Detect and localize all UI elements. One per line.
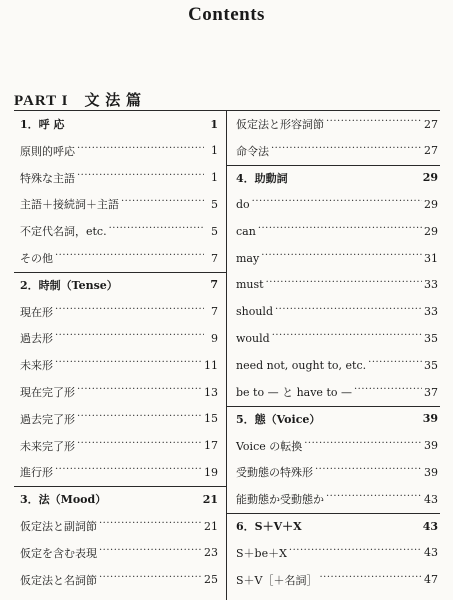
toc-entry[interactable] xyxy=(236,567,438,593)
toc-entry-label: 過去形 xyxy=(20,332,53,346)
dot-leader xyxy=(77,413,202,425)
dot-leader xyxy=(326,118,422,130)
toc-entry-page-number: 15 xyxy=(204,412,218,426)
toc-entry-page-number: 27 xyxy=(424,144,438,158)
toc-entry[interactable] xyxy=(236,218,438,244)
toc-section-entry[interactable] xyxy=(236,406,438,432)
dot-leader xyxy=(120,279,204,291)
toc-entry[interactable] xyxy=(236,459,438,485)
toc-entry-label: S＋V［＋名詞］ xyxy=(236,573,318,587)
toc-entry-label: need not, ought to, etc. xyxy=(236,358,367,372)
toc-entry-label: Voice の転換 xyxy=(236,439,303,453)
toc-entry-label: 特殊な主語 xyxy=(20,171,75,185)
toc-entry-label: 2．時制（Tense） xyxy=(20,278,118,292)
dot-leader xyxy=(272,332,422,344)
dot-leader xyxy=(77,172,204,184)
toc-entry-page-number: 43 xyxy=(422,519,438,533)
toc-entry-page-number: 21 xyxy=(204,519,218,533)
toc-entry-page-number: 39 xyxy=(424,465,438,479)
toc-section-entry[interactable] xyxy=(20,111,218,137)
toc-entry-label: should xyxy=(236,305,273,319)
dot-leader xyxy=(368,359,422,371)
toc-entry-page-number: 29 xyxy=(424,197,438,211)
toc-entry[interactable] xyxy=(236,352,438,378)
toc-entry-page-number: 39 xyxy=(424,439,438,453)
toc-entry-page-number: 33 xyxy=(424,278,438,292)
page-title: Contents xyxy=(188,4,265,25)
toc-entry-label: 1．呼 応 xyxy=(20,118,65,131)
toc-section-entry[interactable] xyxy=(236,165,438,191)
toc-entry-page-number: 37 xyxy=(424,385,438,399)
toc-entry-label: would xyxy=(236,331,270,345)
toc-entry-page-number: 31 xyxy=(424,251,438,265)
toc-entry-label: 6．S＋V＋X xyxy=(236,520,302,533)
dot-leader xyxy=(55,332,204,344)
toc-entry[interactable] xyxy=(236,433,438,459)
dot-leader xyxy=(77,386,202,398)
toc-entry-label: 仮定を含む表現 xyxy=(20,546,97,560)
dot-leader xyxy=(55,306,204,318)
dot-leader xyxy=(99,574,202,586)
dot-leader xyxy=(99,547,202,559)
toc-entry[interactable] xyxy=(20,567,218,593)
toc-entry[interactable] xyxy=(236,111,438,137)
dot-leader xyxy=(99,520,202,532)
toc-entry-page-number: 39 xyxy=(422,412,438,426)
dot-leader xyxy=(354,386,422,398)
toc-entry-label: 現在形 xyxy=(20,305,53,319)
dot-leader xyxy=(271,145,422,157)
dot-leader xyxy=(304,440,422,452)
dot-leader xyxy=(315,466,422,478)
toc-entry-label: 進行形 xyxy=(20,466,53,480)
dot-leader xyxy=(319,574,422,586)
part-heading: PART I 文 法 篇 xyxy=(14,93,143,109)
dot-leader xyxy=(304,520,421,532)
toc-section-entry[interactable] xyxy=(20,272,218,298)
toc-entry-label: 受動態の特殊形 xyxy=(236,466,313,480)
dot-leader xyxy=(77,145,204,157)
dot-leader xyxy=(275,306,422,318)
dot-leader xyxy=(66,118,204,130)
toc-entry-label: S＋be＋X xyxy=(236,546,287,560)
toc-entry-label: 主語＋接続詞＋主語 xyxy=(20,198,119,212)
toc-entry[interactable] xyxy=(20,299,218,325)
toc-section-entry[interactable] xyxy=(236,513,438,539)
toc-entry-page-number: 7 xyxy=(211,251,218,265)
toc-entry-page-number: 23 xyxy=(204,546,218,560)
toc-entry-label: その他 xyxy=(20,252,53,265)
toc-entry[interactable] xyxy=(20,191,218,217)
toc-entry-page-number: 1 xyxy=(211,144,218,158)
toc-entry-page-number: 33 xyxy=(424,305,438,319)
toc-entry-label: 未来形 xyxy=(20,359,53,373)
toc-entry[interactable] xyxy=(20,218,218,244)
toc-entry-page-number: 7 xyxy=(210,278,218,292)
toc-entry-label: must xyxy=(236,278,264,292)
toc-entry[interactable] xyxy=(20,245,218,271)
dot-leader xyxy=(121,198,204,210)
toc-entry[interactable] xyxy=(236,299,438,325)
dot-leader xyxy=(108,493,200,505)
dot-leader xyxy=(290,172,421,184)
toc-entry-page-number: 9 xyxy=(211,331,218,345)
dot-leader xyxy=(55,252,204,264)
dot-leader xyxy=(322,413,420,425)
toc-entry[interactable] xyxy=(236,379,438,405)
dot-leader xyxy=(55,466,202,478)
toc-entry[interactable] xyxy=(20,352,218,378)
toc-entry-page-number: 1 xyxy=(211,171,218,185)
toc-entry[interactable] xyxy=(20,138,218,164)
toc-entry[interactable] xyxy=(236,486,438,512)
dot-leader xyxy=(109,225,204,237)
toc-entry-label: 仮定法と形容詞節 xyxy=(236,118,324,131)
toc-entry-label: 能動態か受動態か xyxy=(236,493,324,507)
toc-entry-label: 仮定法と名詞節 xyxy=(20,573,97,587)
toc-entry-page-number: 47 xyxy=(424,573,438,587)
dot-leader xyxy=(252,198,422,210)
toc-entry-label: do xyxy=(236,197,250,211)
dot-leader xyxy=(326,493,422,505)
toc-entry[interactable] xyxy=(20,540,218,566)
toc-entry[interactable] xyxy=(20,433,218,459)
toc-entry-page-number: 11 xyxy=(204,358,218,372)
toc-entry-label: 原則的呼応 xyxy=(20,144,75,158)
toc-entry[interactable] xyxy=(236,540,438,566)
toc-entry-page-number: 17 xyxy=(204,439,218,453)
toc-entry-label: 3．法（Mood） xyxy=(20,493,107,507)
toc-entry-label: may xyxy=(236,251,260,265)
toc-entry-page-number: 5 xyxy=(211,224,218,238)
dot-leader xyxy=(261,252,422,264)
toc-entry-page-number: 7 xyxy=(211,305,218,319)
toc-entry-page-number: 35 xyxy=(424,358,438,372)
toc-entry[interactable] xyxy=(236,138,438,164)
toc-entry-label: 現在完了形 xyxy=(20,386,75,399)
toc-entry-page-number: 13 xyxy=(204,385,218,399)
toc-entry-page-number: 25 xyxy=(204,573,218,587)
toc-entry[interactable] xyxy=(20,325,218,351)
toc-entry-page-number: 21 xyxy=(202,492,218,506)
dot-leader xyxy=(258,225,422,237)
toc-entry-label: 5．態（Voice） xyxy=(236,412,321,426)
toc-entry[interactable] xyxy=(20,379,218,405)
dot-leader xyxy=(77,440,202,452)
toc-entry-label: 未来完了形 xyxy=(20,439,75,453)
dot-leader xyxy=(55,359,202,371)
toc-entry-label: 過去完了形 xyxy=(20,412,75,426)
toc-entry[interactable] xyxy=(236,191,438,217)
toc-entry-label: 命令法 xyxy=(236,144,269,158)
toc-entry[interactable] xyxy=(236,272,438,298)
toc-entry-label: 仮定法と副詞節 xyxy=(20,520,97,533)
toc-entry[interactable] xyxy=(236,325,438,351)
toc-left-column xyxy=(14,111,227,600)
toc-entry-page-number: 29 xyxy=(422,171,438,185)
toc-entry-page-number: 27 xyxy=(424,117,438,131)
toc-entry[interactable] xyxy=(20,459,218,485)
toc-entry[interactable] xyxy=(20,513,218,539)
toc-entry-page-number: 1 xyxy=(210,117,218,131)
toc-entry[interactable] xyxy=(236,245,438,271)
dot-leader xyxy=(289,547,422,559)
toc-entry[interactable] xyxy=(20,165,218,191)
toc-entry-label: 不定代名詞，etc. xyxy=(20,225,107,239)
toc-section-entry[interactable] xyxy=(20,486,218,512)
toc-entry-label: 4．助動詞 xyxy=(236,171,288,185)
toc-entry-page-number: 43 xyxy=(424,546,438,560)
toc-entry-page-number: 29 xyxy=(424,224,438,238)
toc-entry-page-number: 43 xyxy=(424,492,438,506)
toc-entry-page-number: 5 xyxy=(211,197,218,211)
toc-entry-label: be to — と have to — xyxy=(236,386,352,399)
table-of-contents xyxy=(14,110,440,600)
toc-right-column xyxy=(227,111,440,600)
dot-leader xyxy=(266,279,422,291)
toc-entry-page-number: 35 xyxy=(424,331,438,345)
toc-entry-page-number: 19 xyxy=(204,465,218,479)
toc-entry-label: can xyxy=(236,224,256,238)
toc-entry[interactable] xyxy=(20,406,218,432)
